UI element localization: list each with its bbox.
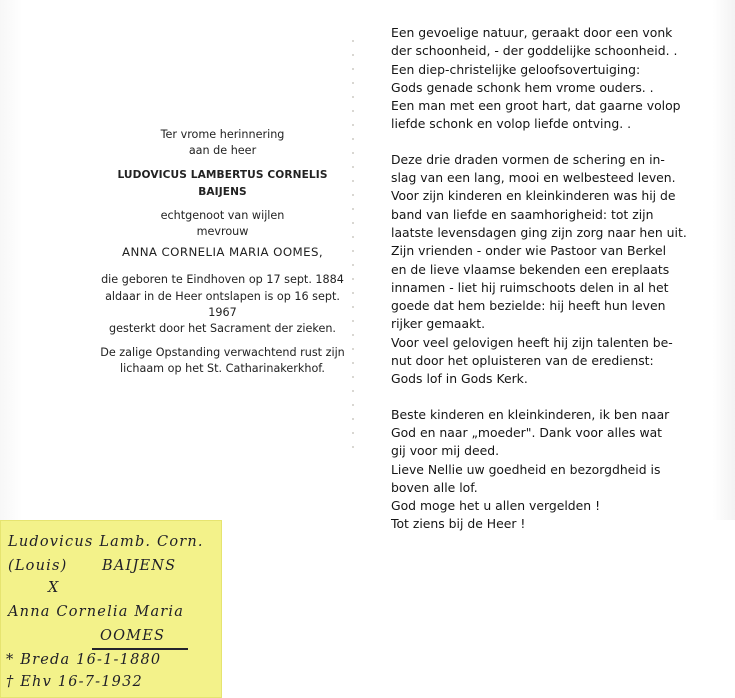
handwritten-surname: OOMES bbox=[100, 628, 166, 644]
text-line: Deze drie draden vormen de schering en in- bbox=[391, 151, 665, 167]
handwritten-line: Ludovicus Lamb. Corn. bbox=[8, 534, 204, 550]
memorial-left-panel bbox=[100, 127, 345, 378]
life-dates-line: gesterkt door het Sacrament der zieken. bbox=[109, 322, 336, 336]
underline-mark bbox=[92, 648, 188, 650]
text-paragraph bbox=[391, 406, 721, 534]
text-line: innamen - liet hij ruimschoots delen in al het bbox=[391, 279, 669, 295]
handwritten-surname: BAIJENS bbox=[102, 558, 177, 574]
text-paragraph bbox=[391, 24, 721, 134]
handwritten-line: (Louis) bbox=[8, 558, 68, 574]
handwritten-death: † Ehv 16-7-1932 bbox=[6, 674, 143, 690]
life-dates-line: aldaar in de Heer ontslapen is op 16 sept. 1967 bbox=[105, 289, 340, 319]
relation-line: echtgenoot van wijlen bbox=[160, 208, 285, 222]
text-line: rijker gemaakt. bbox=[391, 316, 486, 332]
text-line: goede dat hem bezielde: hij heeft hun leven bbox=[391, 298, 666, 314]
text-line: boven alle lof. bbox=[391, 479, 478, 495]
text-line: Een gevoelige natuur, geraakt door een vonk bbox=[391, 25, 673, 40]
text-line: Voor zijn kinderen en kleinkinderen was hij de bbox=[391, 188, 676, 204]
text-line: Beste kinderen en kleinkinderen, ik ben naar bbox=[391, 406, 670, 422]
burial-line: De zalige Opstanding verwachtend rust zijn bbox=[100, 346, 345, 360]
text-line: Een diep-christelijke geloofsovertuiging: bbox=[391, 61, 641, 77]
text-line: nut door het opluisteren van de eredienst: bbox=[391, 353, 654, 369]
relation-line: mevrouw bbox=[196, 225, 249, 239]
handwritten-line: Anna Cornelia Maria bbox=[8, 604, 185, 620]
text-line: Voor veel gelovigen heeft hij zijn talenten be- bbox=[391, 334, 673, 350]
text-line: Gods lof in Gods Kerk. bbox=[391, 371, 528, 387]
handwritten-birth: * Breda 16-1-1880 bbox=[6, 652, 162, 668]
life-dates-line: die geboren te Eindhoven op 17 sept. 1884 bbox=[101, 273, 344, 287]
burial-line: lichaam op het St. Catharinakerkhof. bbox=[120, 362, 325, 376]
memorial-right-panel bbox=[391, 24, 721, 551]
text-line: Zijn vrienden - onder wie Pastoor van Berkel bbox=[391, 243, 667, 259]
deceased-name: LUDOVICUS LAMBERTUS CORNELIS BAIJENS bbox=[117, 169, 328, 198]
text-line: Tot ziens bij de Heer ! bbox=[391, 516, 526, 532]
text-line: band van liefde en saamhorigheid: tot zijn bbox=[391, 206, 654, 222]
sticky-note bbox=[0, 520, 222, 698]
text-line: God en naar „moeder". Dank voor alles wat bbox=[391, 424, 663, 440]
spouse-name: ANNA CORNELIA MARIA OOMES, bbox=[122, 245, 323, 260]
text-line: gij voor mij deed. bbox=[391, 443, 500, 459]
handwritten-cross: X bbox=[48, 580, 60, 596]
text-line: God moge het u allen vergelden ! bbox=[391, 498, 601, 514]
text-line: laatste levensdagen ging zijn zorg naar hen uit. bbox=[391, 224, 687, 240]
text-line: slag van een lang, mooi en welbesteed leven. bbox=[391, 170, 676, 186]
card-fold-line bbox=[352, 40, 354, 460]
text-line: Gods genade schonk hem vrome ouders. . bbox=[391, 79, 654, 95]
text-line: liefde schonk en volop liefde ontving. . bbox=[391, 116, 632, 132]
intro-line: aan de heer bbox=[188, 144, 257, 158]
intro-line: Ter vrome herinnering bbox=[160, 128, 285, 141]
text-line: Lieve Nellie uw goedheid en bezorgdheid is bbox=[391, 461, 661, 477]
text-line: Een man met een groot hart, dat gaarne volop bbox=[391, 98, 681, 114]
text-paragraph bbox=[391, 151, 721, 389]
text-line: en de lieve vlaamse bekenden een ereplaats bbox=[391, 261, 670, 277]
text-line: der schoonheid, - der goddelijke schoonheid. . bbox=[391, 43, 678, 59]
